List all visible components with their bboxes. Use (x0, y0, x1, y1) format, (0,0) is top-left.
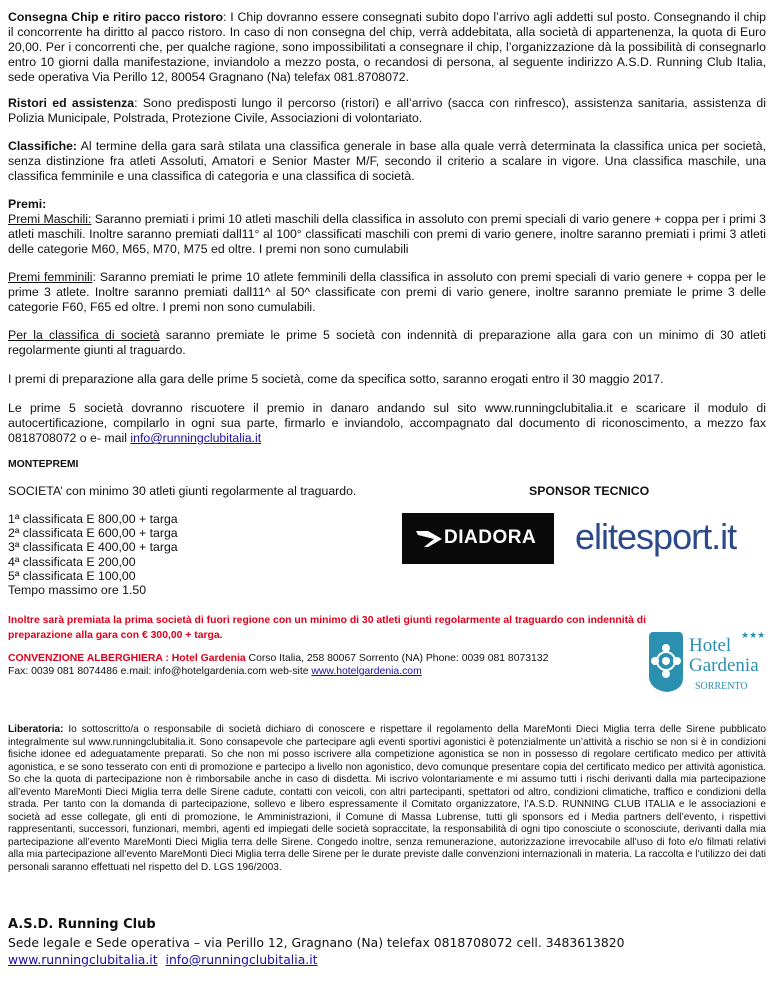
hotel-stars: ★★★ (741, 630, 766, 640)
hotel-website-link[interactable]: www.hotelgardenia.com (311, 666, 422, 677)
premi-femminili-text: : Saranno premiati le prime 10 atlete femminili della classifica in assoluto con premi speciali di vario genere + coppa per le prime 3 atlete. Inoltre saranno premiati dall11^ al 50^ classificate con premi di vario genere, inoltre saranno premiate le prime 3 delle categorie F60, F65 ed oltre. I premi non sono cumulabili. (8, 270, 766, 315)
convenzione-line (8, 652, 648, 665)
montepremi-line: Tempo massimo ore 1.50 (8, 583, 147, 598)
montepremi-line: 4ª classificata E 200,00 (8, 554, 136, 569)
classifiche-paragraph (8, 139, 766, 184)
footer-website-link[interactable]: www.runningclubitalia.it (8, 952, 158, 967)
diadora-arrow-icon (416, 529, 442, 549)
premi-societa-label: Per la classifica di società (8, 328, 160, 342)
convenzione-fax-line (8, 665, 648, 678)
montepremi-line: 1ª classificata E 800,00 + targa (8, 512, 178, 526)
liberatoria-paragraph (8, 724, 766, 874)
footer-email-link[interactable]: info@runningclubitalia.it (165, 952, 318, 967)
ristori-heading: Ristori ed assistenza (8, 96, 135, 110)
montepremi-line: 3ª classificata E 400,00 + targa (8, 540, 178, 555)
footer-org: A.S.D. Running Club (8, 917, 156, 932)
gardenia-flower-icon (647, 628, 685, 694)
footer-links (8, 952, 318, 967)
convenzione-fax: Fax: 0039 081 8074486 e.mail: info@hotelgardenia.com web-site (8, 666, 312, 677)
classifiche-text: Al termine della gara sarà stilata una classifica generale in base alla quale verrà determinata la classifica unica per società, senza distinzione fra atleti Assoluti, Amatori e Senior Master M/F, secondo il criterio a scalare in vigore. Una classifica maschile, una classifica femminile e una classifica di categoria e una classifica di società. (8, 139, 766, 184)
ristori-paragraph (8, 96, 766, 126)
convenzione-text: Corso Italia, 258 80067 Sorrento (NA) Phone: 0039 081 8073132 (245, 653, 549, 664)
consegna-text: : I Chip dovranno essere consegnati subito dopo l’arrivo agli addetti sul posto. Consegnando il chip il concorrente ha diritto al pacco ristoro. In caso di non consegna del chip, verrà addebitata, alla società di appartenenza, la quota di Euro 20,00. Per i concorrenti che, per qualche ragione, sono impossibilitati a consegnare il chip, l’organizzazione dà la possibilità di consegnarlo entro 10 giorni dalla manifestazione, inviandolo a mezzo posta, o recandosi di persona, al seguente indirizzo A.S.D. Running Club Italia, sede operativa Via Perillo 12, 80054 Gragnano (Na) telefax 081.8708072. (8, 10, 766, 85)
hotel-word: Hotel (689, 635, 732, 656)
montepremi-list (8, 512, 178, 597)
elitesport-logo: elitesport.it (575, 516, 737, 557)
sorrento-word: SORRENTO (695, 681, 748, 692)
premi-femminili-label: Premi femminili (8, 270, 93, 284)
diadora-wordmark: DIADORA (444, 527, 537, 548)
premi-erogazione: I premi di preparazione alla gara delle prime 5 società, come da specifica sotto, saranno erogati entro il 30 maggio 2017. (8, 372, 664, 386)
footer-sede: Sede legale e Sede operativa – via Perillo 12, Gragnano (Na) telefax 0818708072 cell. 3483613820 (8, 935, 625, 950)
premi-riscossione-text: Le prime 5 società dovranno riscuotere il premio in danaro andando sul sito www.runningclubitalia.it e scaricare il modulo di autocertificazione, compilarlo in ogni sua parte, firmarlo e inviandolo, accompagnato dal documento di riconoscimento, a mezzo fax 0818708072 o e- mail (8, 401, 766, 446)
fuori-regione-notice: Inoltre sarà premiata la prima società di fuori regione con un minimo di 30 atleti giunti regolarmente al traguardo con indennità di preparazione alla gara con € 300,00 + targa. (8, 615, 646, 641)
consegna-paragraph (8, 10, 766, 85)
convenzione-label: CONVENZIONE ALBERGHIERA : Hotel Gardenia (8, 653, 246, 664)
liberatoria-text: Io sottoscritto/a o responsabile di società dichiaro di conoscere e rispettare il regolamento della MareMonti Dieci Miglia terra delle Sirene pubblicato integralmente sul www.runningclubitalia.it. Sono consapevole che partecipare agli eventi sportivi agonistici è potenzialmente un’attività a rischio se non si è in condizioni fisiche idonee ed adeguatamente preparati. So che non mi posso iscrivere alla competizione agonistica se non in possesso di regolare certificato medico per attività agonistica, e se sono tesserato con enti di promozione e partecipo a livello non agonistico, devo comunque presentare copia del certificato medico per attività agonistica. So che la quota di partecipazione non è rimborsabile anche in caso di disdetta. Mi iscrivo volontariamente e mi assumo tutti i rischi derivanti dalla mia partecipazione all’evento MareMonti Dieci Miglia terra delle Sirene cadute, contatti con veicoli, con altri partecipanti, spettatori od altro, condizioni climatiche, traffico e condizioni della strada. Per tanto con la domanda di partecipazione, sollevo e libero espressamente il Comitato organizzatore, l’A.S.D. RUNNING CLUB ITALIA e le associazioni e società ad esse collegate, gli enti di promozione, le Amministrazioni, il Comune di Massa Lubrense, tutti gli sponsors ed i Media partners dell’evento, i rispettivi rappresentanti, successori, funzionari, membri, agenti ed impiegati delle società sopraccitate, la responsabilità di ogni tipo conosciute o sconosciute, derivanti dalla mia partecipazione all’evento MareMonti Dieci Miglia terra delle Sirene. Congedo inoltre, senza remunerazione, autorizzazione irrevocabile all’uso di foto e/o filmati relativi alla mia partecipazione all’evento MareMonti Dieci Miglia terra delle Sirene per le durate previste dalle convenzioni internazionali in materia. La raccolta e l’utilizzo dei dati personali saranno effettuati nel rispetto del D. LGS 196/2003. (8, 724, 766, 873)
riscossione-email-link[interactable]: info@runningclubitalia.it (130, 431, 262, 446)
premi-riscossione-paragraph (8, 401, 766, 446)
hotel-gardenia-logo (647, 626, 767, 698)
montepremi-heading: MONTEPREMI (8, 459, 79, 470)
premi-maschili-text: Saranno premiati i primi 10 atleti maschili della classifica in assoluto con premi speciali di vario genere + coppa per i primi 3 atleti maschili. Inoltre saranno premiati dall11° al 100° classificati maschili con premi di vario genere, inoltre saranno premiati i primi 3 atleti delle categorie M60, M65, M70, M75 ed oltre. I premi non sono cumulabili (8, 212, 766, 257)
liberatoria-label: Liberatoria: (8, 724, 64, 735)
premi-heading: Premi: (8, 197, 47, 211)
ristori-text: : Sono predisposti lungo il percorso (ristori) e all’arrivo (sacca con rinfresco), assistenza sanitaria, assistenza di Polizia Municipale, Polstrada, Protezione Civile, Associazioni di volontariato. (8, 96, 766, 126)
premi-femminili-paragraph (8, 270, 766, 315)
premi-maschili-paragraph (8, 212, 766, 257)
consegna-heading: Consegna Chip e ritiro pacco ristoro (8, 10, 224, 24)
classifiche-heading: Classifiche: (8, 139, 78, 153)
sponsor-heading: SPONSOR TECNICO (529, 484, 650, 498)
premi-societa-text: saranno premiate le prime 5 società con indennità di preparazione alla gara con un minimo di 30 atleti regolarmente giunti al traguardo. (8, 328, 766, 358)
premi-heading-block (8, 197, 766, 212)
premi-societa-paragraph (8, 328, 766, 358)
gardenia-word: Gardenia (689, 655, 759, 676)
montepremi-intro: SOCIETA’ con minimo 30 atleti giunti regolarmente al traguardo. (8, 484, 357, 498)
diadora-logo (402, 513, 554, 564)
montepremi-line: 5ª classificata E 100,00 (8, 568, 136, 583)
premi-maschili-label: Premi Maschili: (8, 212, 92, 226)
montepremi-line: 2ª classificata E 600,00 + targa (8, 526, 178, 541)
